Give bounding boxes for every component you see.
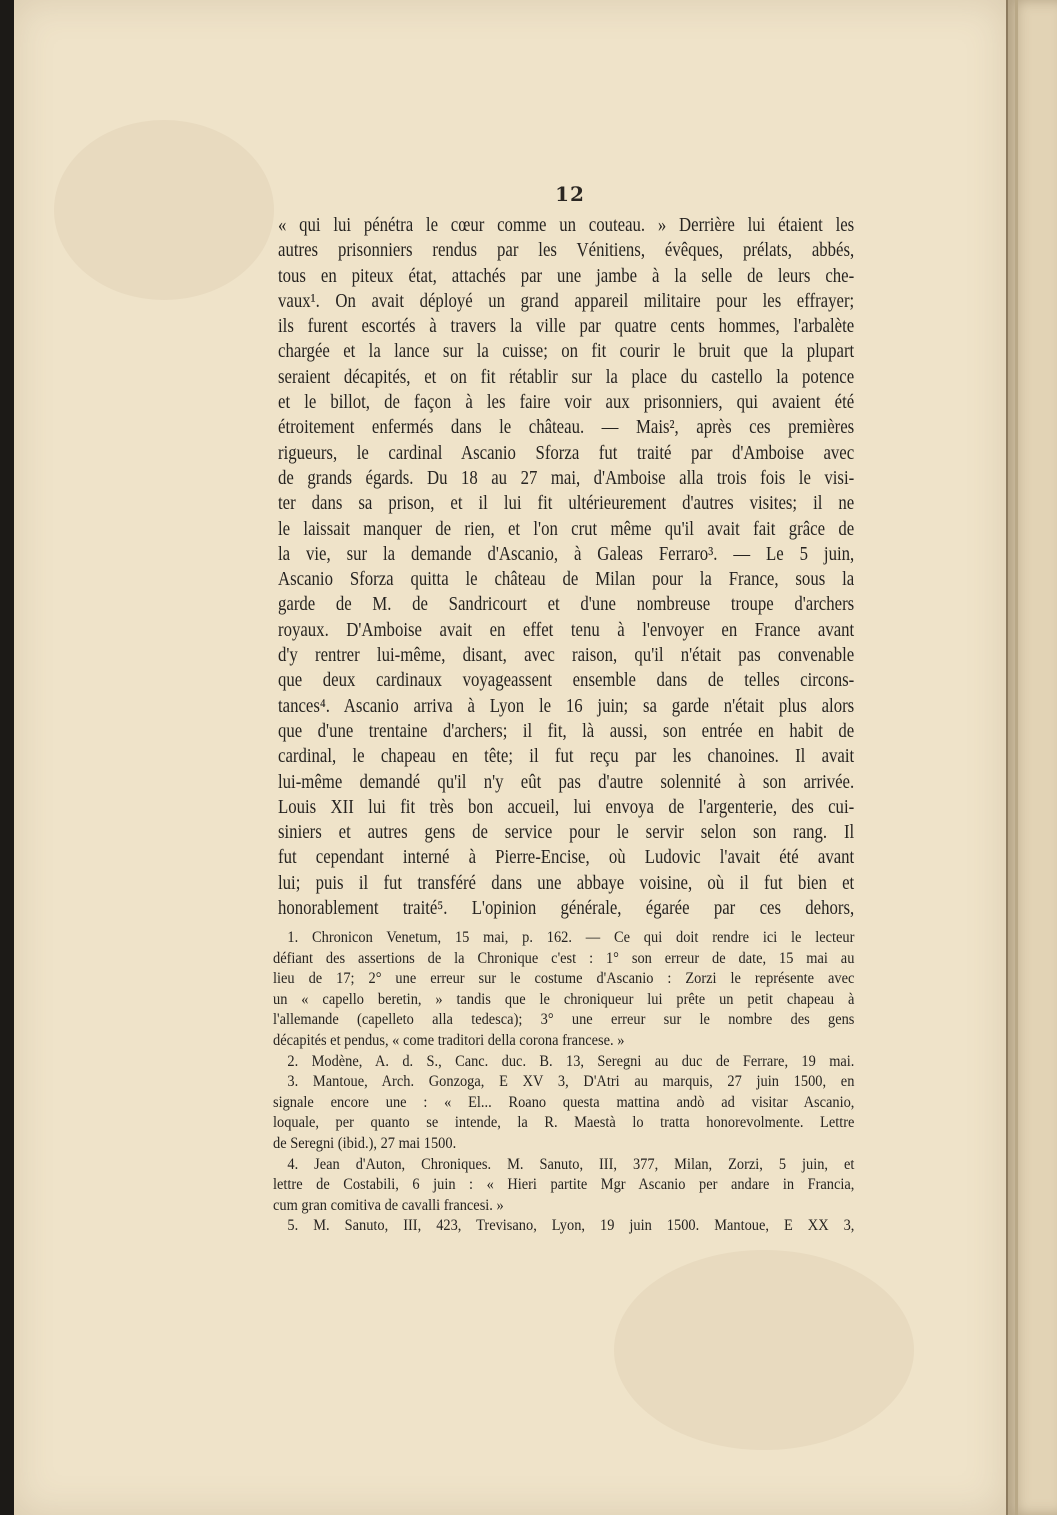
footnote-line: 2. Modène, A. d. S., Canc. duc. B. 13, Seregni au duc de Ferrare, 19 mai. xyxy=(287,1052,855,1070)
text-line: le laissait manquer de rien, et l'on crut même qu'il avait fait grâce de xyxy=(278,518,855,540)
text-line: Louis XII lui fit très bon accueil, lui envoya de l'argenterie, des cui- xyxy=(278,796,855,818)
text-line: que deux cardinaux voyageassent ensemble dans de telles circons- xyxy=(278,670,855,692)
footnote-line: cum gran comitiva de cavalli francesi. » xyxy=(273,1196,504,1214)
text-line: tous en piteux état, attachés par une jambe à la selle de leurs che- xyxy=(278,265,855,287)
text-line: et le billot, de façon à les faire voir aux prisonniers, qui avaient été xyxy=(278,392,855,414)
text-line: d'y rentrer lui-même, disant, avec raison, qu'il n'était pas convenable xyxy=(278,645,855,667)
text-line: ter dans sa prison, et il lui fit ultérieurement d'autres visites; il ne xyxy=(278,493,855,515)
footnote-line: un « capello beretin, » tandis que le chroniqueur lui prête un petit chapeau à xyxy=(273,990,855,1008)
footnote-line: signale encore une : « El... Roano questa mattina andò ad visitar Ascanio, xyxy=(273,1093,855,1111)
footnote-line: 5. M. Sanuto, III, 423, Trevisano, Lyon, 19 juin 1500. Mantoue, E XX 3, xyxy=(287,1217,855,1235)
text-line: Ascanio Sforza quitta le château de Milan pour la France, sous la xyxy=(278,569,855,591)
footnote-line: 3. Mantoue, Arch. Gonzoga, E XV 3, D'Atri au marquis, 27 juin 1500, en xyxy=(287,1073,855,1091)
text-line: de grands égards. Du 18 au 27 mai, d'Amboise alla trois fois le visi- xyxy=(278,467,855,489)
text-line: autres prisonniers rendus par les Vénitiens, évêques, prélats, abbés, xyxy=(278,240,855,262)
page-number: 12 xyxy=(555,182,585,206)
text-line: vaux¹. On avait déployé un grand appareil militaire pour les effrayer; xyxy=(278,290,855,312)
footnote-line: 4. Jean d'Auton, Chroniques. M. Sanuto, III, 377, Milan, Zorzi, 5 juin, et xyxy=(287,1155,855,1173)
footnote-line: de Seregni (ibid.), 27 mai 1500. xyxy=(273,1134,457,1152)
text-line: tances⁴. Ascanio arriva à Lyon le 16 juin; sa garde n'était plus alors xyxy=(278,695,855,717)
text-line: royaux. D'Amboise avait en effet tenu à l'envoyer en France avant xyxy=(278,619,855,641)
facing-page-edge xyxy=(1006,0,1057,1515)
text-line: « qui lui pénétra le cœur comme un couteau. » Derrière lui étaient les xyxy=(278,215,855,236)
footnotes xyxy=(273,928,855,1237)
text-line: chargée et la lance sur la cuisse; on fit courir le bruit que la plupart xyxy=(278,341,855,363)
footnote-line: lieu de 17; 2° une erreur sur le costume d'Ascanio : Zorzi le représente avec xyxy=(273,970,855,988)
text-line: seraient décapités, et on fit rétablir sur la place du castello la potence xyxy=(278,366,855,388)
text-line: la vie, sur la demande d'Ascanio, à Galeas Ferraro³. — Le 5 juin, xyxy=(278,543,855,565)
footnote-line: défiant des assertions de la Chronique c'est : 1° son erreur de date, 15 mai au xyxy=(273,949,855,967)
text-line: lui; puis il fut transféré dans une abbaye voisine, où il fut bien et xyxy=(278,872,855,894)
text-line: cardinal, le chapeau en tête; il fut reçu par les chanoines. Il avait xyxy=(278,746,855,768)
text-line: garde de M. de Sandricourt et d'une nombreuse troupe d'archers xyxy=(278,594,855,616)
text-line: lui-même demandé qu'il n'y eût pas d'autre solennité à son arrivée. xyxy=(278,771,855,793)
footnote-line: lettre de Costabili, 6 juin : « Hieri partite Mgr Ascanio per andare in Francia, xyxy=(273,1176,855,1194)
text-line: ils furent escortés à travers la ville par quatre cents hommes, l'arbalète xyxy=(278,316,855,338)
footnote-line: l'allemande (capelleto alla tedesca); 3° une erreur sur le nombre des gens xyxy=(273,1011,855,1029)
page-gutter xyxy=(1015,0,1018,1515)
paper-stain xyxy=(54,120,274,300)
paper-stain xyxy=(614,1250,914,1450)
footnote-line: décapités et pendus, « come traditori della corona francese. » xyxy=(273,1031,625,1049)
text-line: que d'une trentaine d'archers; il fit, là aussi, son entrée en habit de xyxy=(278,720,855,742)
main-text xyxy=(278,213,854,921)
text-line: siniers et autres gens de service pour le servir selon son rang. Il xyxy=(278,822,855,844)
text-line: honorablement traité⁵. L'opinion générale, égarée par ces dehors, xyxy=(278,898,855,920)
text-line: rigueurs, le cardinal Ascanio Sforza fut traité par d'Amboise avec xyxy=(278,442,855,464)
text-line: fut cependant interné à Pierre-Encise, où Ludovic l'avait été avant xyxy=(278,847,855,869)
footnote-line: loquale, per quanto se intende, la R. Maestà lo tratta honorevolmente. Lettre xyxy=(273,1114,855,1132)
footnote-line: 1. Chronicon Venetum, 15 mai, p. 162. — Ce qui doit rendre ici le lecteur xyxy=(287,929,855,946)
text-line: étroitement enfermés dans le château. — Mais², après ces premières xyxy=(278,417,855,439)
